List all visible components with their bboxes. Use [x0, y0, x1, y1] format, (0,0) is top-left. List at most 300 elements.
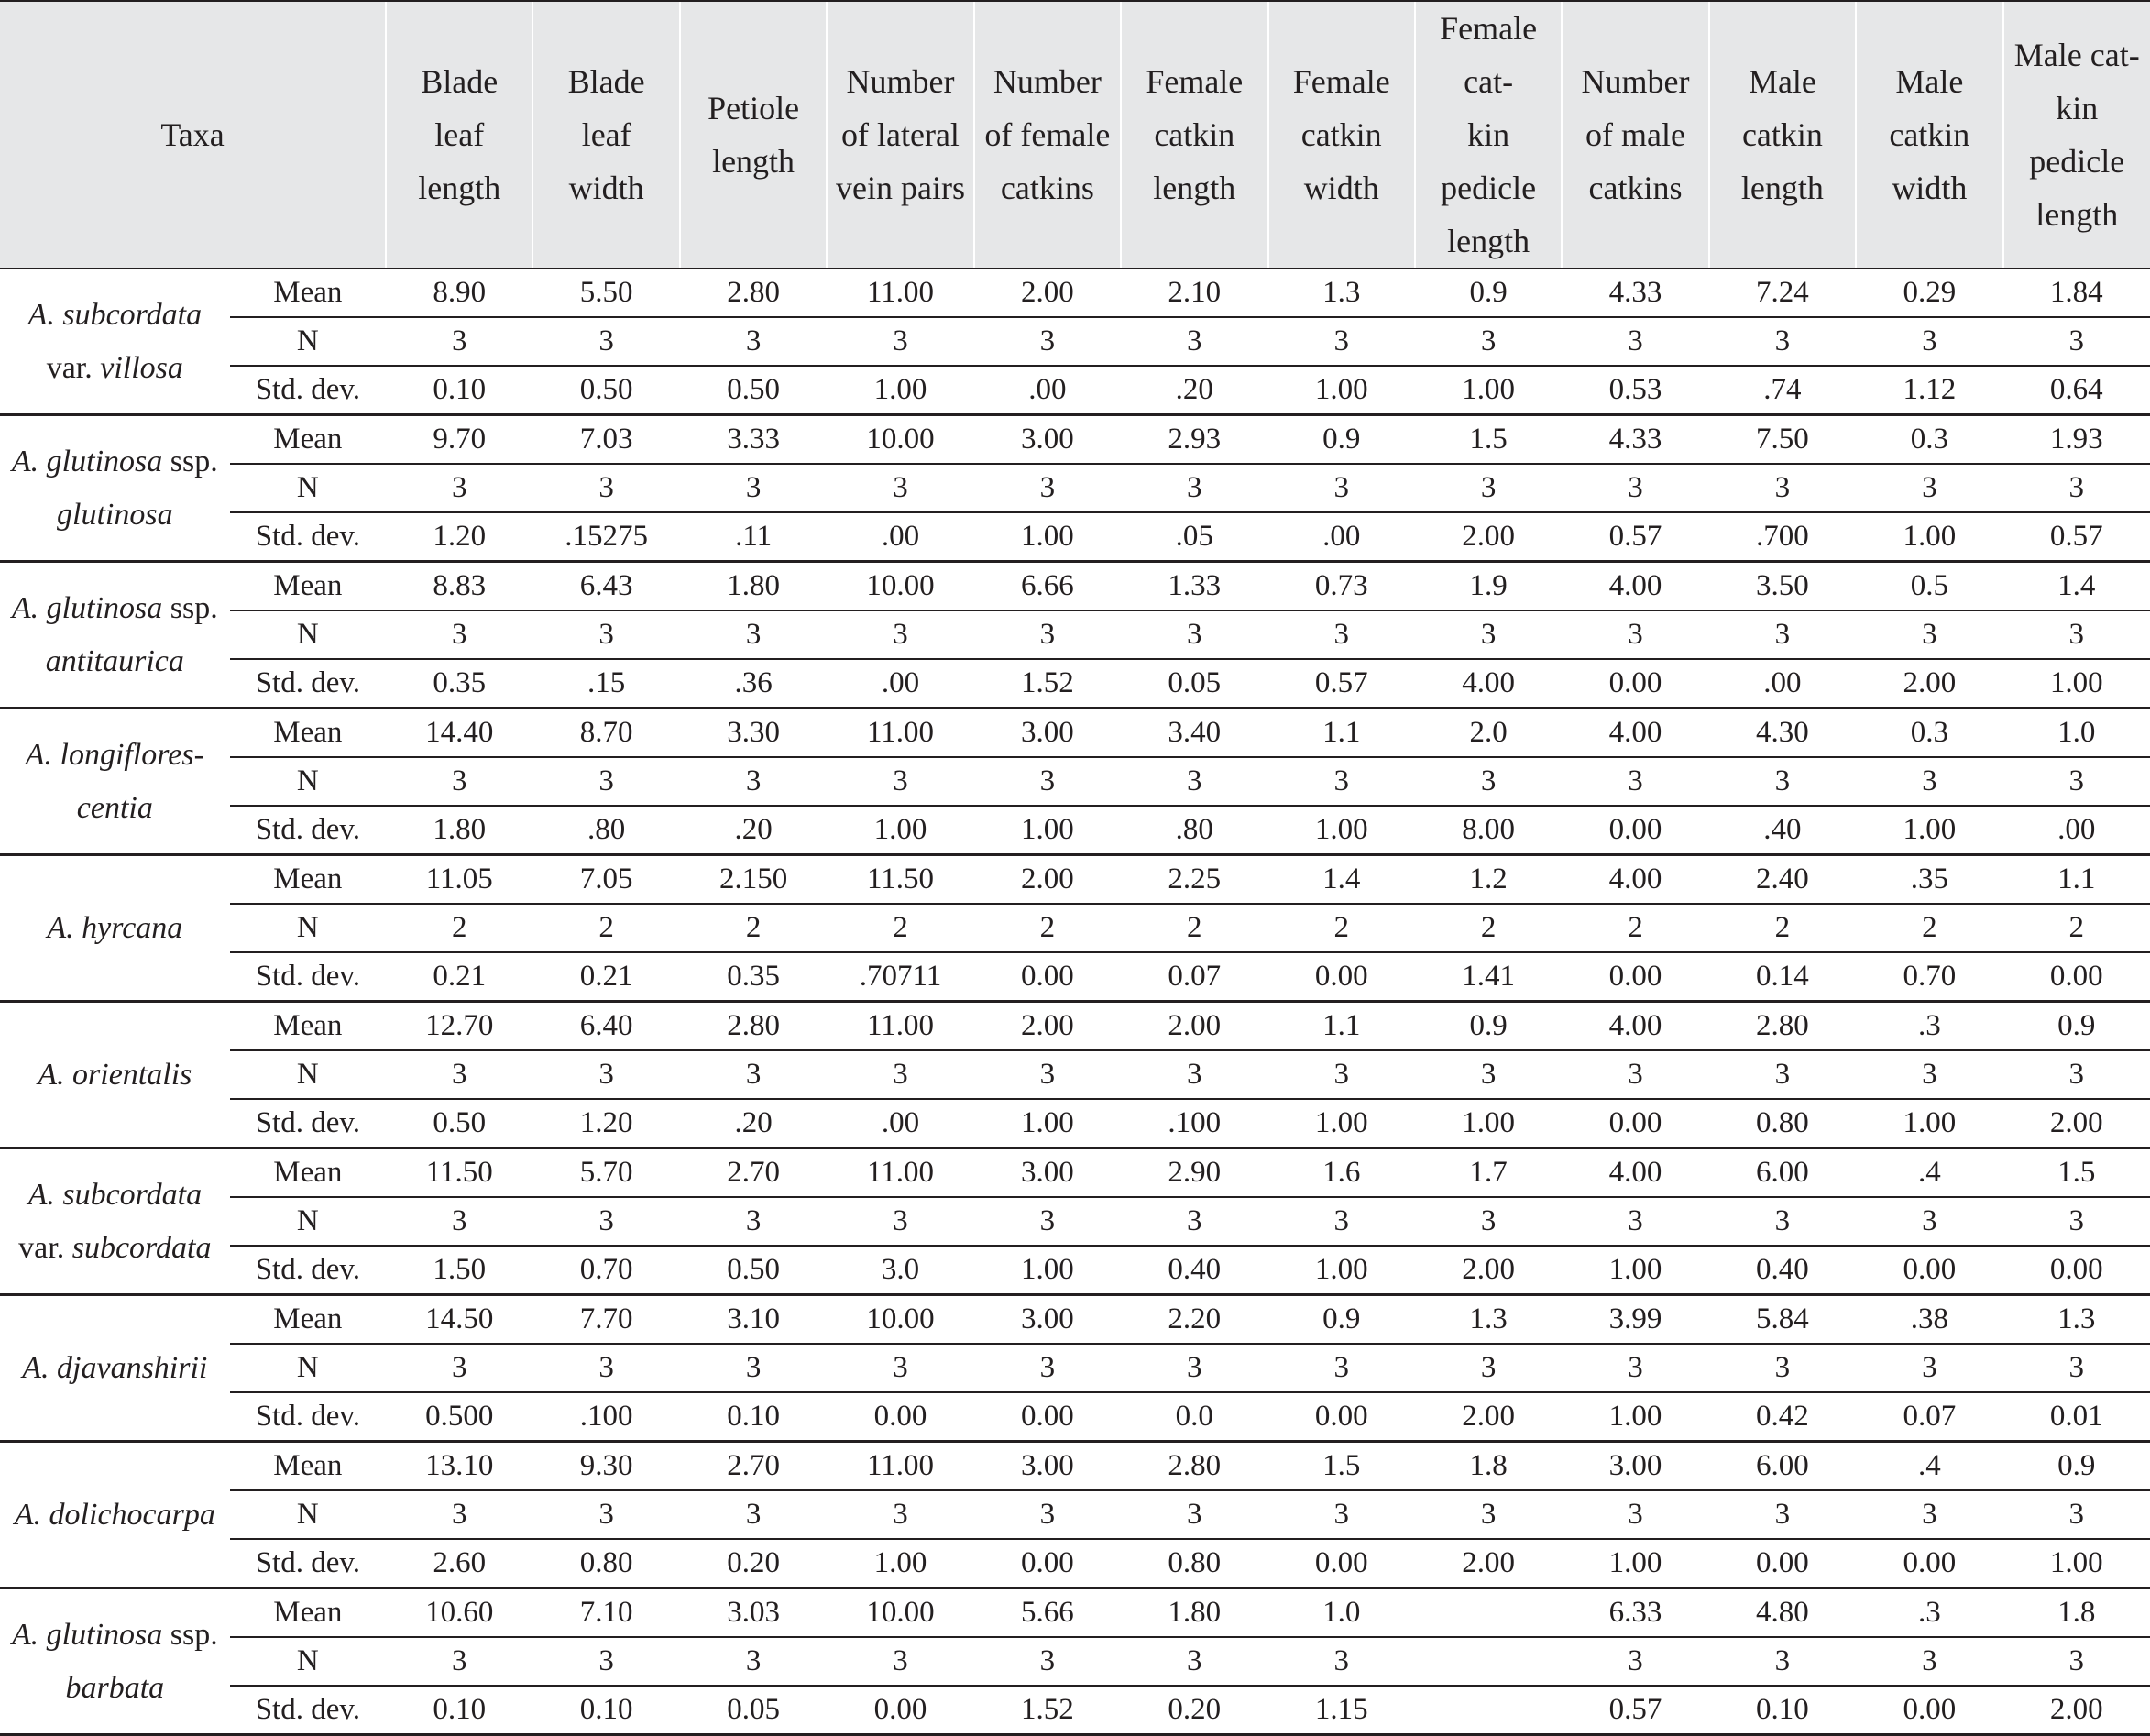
- table-cell: .00: [827, 512, 973, 562]
- table-cell: 0.50: [680, 366, 827, 415]
- table-cell: 1.0: [1268, 1588, 1415, 1638]
- table-cell: 4.33: [1562, 269, 1708, 317]
- table-cell: 3: [1268, 757, 1415, 806]
- table-cell: 3: [1415, 610, 1562, 659]
- table-cell: 1.12: [1856, 366, 2002, 415]
- table-cell: 3: [2003, 1490, 2150, 1539]
- table-cell: 3: [827, 1490, 973, 1539]
- column-header-line: vein pairs: [836, 170, 965, 206]
- table-cell: 3: [532, 1050, 679, 1099]
- table-cell: 0.00: [974, 1539, 1121, 1588]
- table-cell: 3: [1415, 1490, 1562, 1539]
- table-cell: 10.00: [827, 562, 973, 611]
- table-cell: 3: [974, 1490, 1121, 1539]
- table-cell: 0.00: [827, 1392, 973, 1442]
- table-row: [0, 512, 2150, 562]
- table-cell: .15275: [532, 512, 679, 562]
- table-cell: .3: [1856, 1588, 2002, 1638]
- stat-label: Mean: [230, 415, 386, 465]
- table-cell: 3: [827, 1050, 973, 1099]
- table-cell: [1415, 1637, 1562, 1686]
- table-cell: 11.05: [386, 855, 532, 905]
- column-header: [1856, 1, 2002, 269]
- column-header-line: Blade: [567, 63, 645, 100]
- table-cell: 4.80: [1709, 1588, 1856, 1638]
- table-cell: .700: [1709, 512, 1856, 562]
- table-cell: 2.25: [1121, 855, 1267, 905]
- table-cell: 1.00: [1268, 366, 1415, 415]
- table-cell: 9.70: [386, 415, 532, 465]
- table-cell: 3: [974, 1344, 1121, 1392]
- taxon-name: [0, 1442, 230, 1588]
- table-cell: 3: [827, 1197, 973, 1246]
- column-header-line: length: [1740, 170, 1824, 206]
- table-cell: 0.50: [386, 1099, 532, 1148]
- stat-label: Std. dev.: [230, 659, 386, 709]
- table-cell: 11.00: [827, 1148, 973, 1198]
- table-row: [0, 562, 2150, 611]
- table-row: [0, 464, 2150, 512]
- table-cell: 4.33: [1562, 415, 1708, 465]
- taxon-name-part: var.: [46, 350, 101, 385]
- table-cell: .38: [1856, 1295, 2002, 1345]
- column-header-line: catkin: [1154, 116, 1235, 153]
- table-cell: 1.5: [1415, 415, 1562, 465]
- table-cell: 3: [1121, 757, 1267, 806]
- table-cell: 2.00: [974, 1002, 1121, 1051]
- header-row: [0, 1, 2150, 269]
- table-cell: .00: [1268, 512, 1415, 562]
- table-cell: 4.00: [1562, 562, 1708, 611]
- table-cell: 0.5: [1856, 562, 2002, 611]
- table-cell: 3: [680, 317, 827, 366]
- table-cell: 3.00: [974, 1295, 1121, 1345]
- table-cell: 1.00: [827, 366, 973, 415]
- table-cell: 0.20: [680, 1539, 827, 1588]
- table-cell: 6.33: [1562, 1588, 1708, 1638]
- column-header: [1121, 1, 1267, 269]
- stat-label: Std. dev.: [230, 512, 386, 562]
- table-row: [0, 1246, 2150, 1295]
- stat-label: N: [230, 904, 386, 952]
- table-cell: 0.57: [1562, 1686, 1708, 1735]
- table-cell: 0.00: [827, 1686, 973, 1735]
- table-cell: 5.66: [974, 1588, 1121, 1638]
- table-cell: 0.00: [1709, 1539, 1856, 1588]
- taxon-name-part: A. glutinosa: [11, 1617, 163, 1652]
- table-cell: 0.80: [1709, 1099, 1856, 1148]
- table-cell: 0.70: [532, 1246, 679, 1295]
- table-row: [0, 610, 2150, 659]
- table-cell: 3: [532, 610, 679, 659]
- table-cell: 0.00: [974, 1392, 1121, 1442]
- table-cell: 3: [1562, 1050, 1708, 1099]
- table-row: [0, 806, 2150, 855]
- table-cell: 1.00: [1268, 1099, 1415, 1148]
- table-cell: 3: [2003, 610, 2150, 659]
- table-cell: 4.30: [1709, 709, 1856, 758]
- stat-label: N: [230, 1050, 386, 1099]
- table-cell: 4.00: [1562, 1002, 1708, 1051]
- column-header-line: of male: [1585, 116, 1685, 153]
- table-cell: 3: [1562, 1197, 1708, 1246]
- table-row: [0, 855, 2150, 905]
- table-cell: 3: [2003, 1344, 2150, 1392]
- table-cell: .20: [680, 1099, 827, 1148]
- table-cell: .80: [532, 806, 679, 855]
- stat-label: Std. dev.: [230, 1392, 386, 1442]
- column-header-line: catkins: [1588, 170, 1683, 206]
- table-cell: .4: [1856, 1442, 2002, 1491]
- table-cell: 3: [1562, 464, 1708, 512]
- column-header-line: Number: [1581, 63, 1690, 100]
- table-row: [0, 1490, 2150, 1539]
- stat-label: Mean: [230, 1148, 386, 1198]
- column-header-line: Male: [1748, 63, 1816, 100]
- table-row: [0, 1050, 2150, 1099]
- table-cell: 1.15: [1268, 1686, 1415, 1735]
- column-header-line: leaf: [434, 116, 485, 153]
- table-cell: 1.00: [974, 1246, 1121, 1295]
- table-cell: 8.70: [532, 709, 679, 758]
- table-cell: 1.00: [974, 512, 1121, 562]
- table-cell: 2: [974, 904, 1121, 952]
- column-header-line: catkins: [1000, 170, 1094, 206]
- table-cell: 3.0: [827, 1246, 973, 1295]
- table-cell: 3: [386, 1637, 532, 1686]
- column-header-line: length: [712, 143, 795, 180]
- stat-label: Mean: [230, 1442, 386, 1491]
- table-cell: 3: [386, 1050, 532, 1099]
- column-header-line: width: [568, 170, 644, 206]
- table-cell: .00: [827, 659, 973, 709]
- table-cell: 1.4: [2003, 562, 2150, 611]
- table-cell: 1.33: [1121, 562, 1267, 611]
- table-cell: 7.05: [532, 855, 679, 905]
- table-cell: 2.00: [1415, 1392, 1562, 1442]
- table-cell: 3: [1415, 464, 1562, 512]
- table-cell: 3: [1268, 317, 1415, 366]
- table-cell: 3: [680, 1637, 827, 1686]
- table-cell: 3: [827, 1344, 973, 1392]
- table-cell: 5.50: [532, 269, 679, 317]
- table-cell: 3: [1121, 1344, 1267, 1392]
- table-cell: 3: [1709, 757, 1856, 806]
- table-cell: 0.21: [532, 952, 679, 1002]
- table-cell: 1.52: [974, 1686, 1121, 1735]
- taxon-name: [0, 1002, 230, 1148]
- table-cell: 1.00: [1562, 1392, 1708, 1442]
- table-body: [0, 269, 2150, 1735]
- stat-label: Mean: [230, 562, 386, 611]
- table-cell: 11.00: [827, 709, 973, 758]
- column-header-line: Female: [1146, 63, 1244, 100]
- table-cell: 2.90: [1121, 1148, 1267, 1198]
- taxon-name-part: glutinosa: [57, 497, 173, 532]
- table-cell: 3: [1268, 1490, 1415, 1539]
- table-cell: 3: [1709, 317, 1856, 366]
- table-cell: 2.00: [1415, 1246, 1562, 1295]
- table-cell: 0.01: [2003, 1392, 2150, 1442]
- table-cell: 7.70: [532, 1295, 679, 1345]
- table-cell: 3: [1562, 1637, 1708, 1686]
- column-header-line: length: [1153, 170, 1236, 206]
- table-cell: 3: [974, 1197, 1121, 1246]
- stat-label: N: [230, 1197, 386, 1246]
- table-cell: 2: [1856, 904, 2002, 952]
- taxon-name-part: A. glutinosa: [11, 590, 163, 625]
- taxon-name: [0, 1295, 230, 1442]
- table-cell: 1.50: [386, 1246, 532, 1295]
- table-cell: .40: [1709, 806, 1856, 855]
- table-cell: 3: [1121, 1490, 1267, 1539]
- stat-label: Std. dev.: [230, 366, 386, 415]
- table-cell: 3: [2003, 464, 2150, 512]
- table-cell: 2: [532, 904, 679, 952]
- taxon-name: [0, 1588, 230, 1735]
- table-cell: 6.66: [974, 562, 1121, 611]
- table-cell: 10.00: [827, 1588, 973, 1638]
- table-cell: 1.4: [1268, 855, 1415, 905]
- table-cell: 3: [532, 1490, 679, 1539]
- table-cell: 0.64: [2003, 366, 2150, 415]
- table-cell: 3: [974, 317, 1121, 366]
- table-cell: 0.07: [1121, 952, 1267, 1002]
- stat-label: N: [230, 317, 386, 366]
- table-cell: 0.50: [680, 1246, 827, 1295]
- table-cell: 1.2: [1415, 855, 1562, 905]
- table-cell: 2.10: [1121, 269, 1267, 317]
- table-cell: 1.80: [386, 806, 532, 855]
- column-header: [532, 1, 679, 269]
- table-cell: 1.8: [2003, 1588, 2150, 1638]
- table-row: [0, 269, 2150, 317]
- table-cell: 0.35: [680, 952, 827, 1002]
- table-row: [0, 1637, 2150, 1686]
- table-cell: 3: [386, 610, 532, 659]
- table-cell: 2.80: [680, 269, 827, 317]
- column-header-line: width: [1303, 170, 1379, 206]
- table-cell: 0.07: [1856, 1392, 2002, 1442]
- taxon-name-part: A. dolichocarpa: [14, 1497, 215, 1532]
- table-cell: 2.70: [680, 1442, 827, 1491]
- table-cell: 3: [1268, 1050, 1415, 1099]
- table-cell: 3: [1268, 610, 1415, 659]
- table-row: [0, 1588, 2150, 1638]
- table-cell: 3: [2003, 1197, 2150, 1246]
- column-header-line: catkin: [1300, 116, 1382, 153]
- table-cell: .36: [680, 659, 827, 709]
- taxon-name-part: barbata: [65, 1670, 165, 1705]
- table-cell: 3: [827, 464, 973, 512]
- table-cell: 3.03: [680, 1588, 827, 1638]
- table-cell: 14.50: [386, 1295, 532, 1345]
- table-cell: 10.00: [827, 1295, 973, 1345]
- table-cell: 3.00: [1562, 1442, 1708, 1491]
- table-row: [0, 415, 2150, 465]
- table-cell: 0.80: [1121, 1539, 1267, 1588]
- table-cell: 0.00: [2003, 952, 2150, 1002]
- table-cell: .4: [1856, 1148, 2002, 1198]
- column-header: [1268, 1, 1415, 269]
- table-cell: 3: [1856, 1637, 2002, 1686]
- table-cell: .100: [1121, 1099, 1267, 1148]
- table-cell: 2.80: [680, 1002, 827, 1051]
- table-cell: 0.42: [1709, 1392, 1856, 1442]
- stat-label: Std. dev.: [230, 1246, 386, 1295]
- table-cell: 0.40: [1121, 1246, 1267, 1295]
- table-cell: 2: [2003, 904, 2150, 952]
- table-cell: 0.05: [680, 1686, 827, 1735]
- taxon-name: [0, 709, 230, 855]
- table-cell: 0.10: [1709, 1686, 1856, 1735]
- column-header-line: Female: [1292, 63, 1390, 100]
- taxon-name-part: A. glutinosa: [11, 444, 163, 478]
- stat-label: Std. dev.: [230, 1099, 386, 1148]
- table-cell: 2: [1268, 904, 1415, 952]
- table-cell: 0.00: [1268, 952, 1415, 1002]
- stat-label: Std. dev.: [230, 1539, 386, 1588]
- table-cell: 3: [680, 464, 827, 512]
- taxon-name-part: subcordata: [71, 1230, 212, 1265]
- stat-label: Std. dev.: [230, 1686, 386, 1735]
- taxon-name: [0, 855, 230, 1002]
- table-cell: 3: [532, 757, 679, 806]
- table-cell: 3: [1121, 317, 1267, 366]
- column-header: [974, 1, 1121, 269]
- table-cell: 0.10: [680, 1392, 827, 1442]
- table-cell: 3: [2003, 1050, 2150, 1099]
- table-cell: 0.57: [1268, 659, 1415, 709]
- table-cell: 1.1: [1268, 1002, 1415, 1051]
- table-cell: 0.20: [1121, 1686, 1267, 1735]
- column-header-line: Male: [1895, 63, 1964, 100]
- table-cell: 3: [974, 1050, 1121, 1099]
- table-cell: 3: [532, 1344, 679, 1392]
- table-cell: 1.5: [1268, 1442, 1415, 1491]
- column-header: [2003, 1, 2150, 269]
- table-cell: 0.9: [1268, 415, 1415, 465]
- table-cell: 1.00: [974, 806, 1121, 855]
- table-row: [0, 952, 2150, 1002]
- table-cell: 2.00: [1121, 1002, 1267, 1051]
- table-cell: 0.0: [1121, 1392, 1267, 1442]
- table-cell: 1.3: [1268, 269, 1415, 317]
- table-cell: 3: [1268, 1637, 1415, 1686]
- table-cell: 0.35: [386, 659, 532, 709]
- table-cell: 4.00: [1415, 659, 1562, 709]
- stat-label: Mean: [230, 269, 386, 317]
- table-cell: 2.70: [680, 1148, 827, 1198]
- table-cell: 3: [1709, 1637, 1856, 1686]
- column-header-line: Blade: [421, 63, 499, 100]
- table-cell: 5.70: [532, 1148, 679, 1198]
- column-header: [680, 1, 827, 269]
- table-cell: 3.00: [974, 415, 1121, 465]
- column-header-line: Number: [993, 63, 1102, 100]
- table-cell: 7.24: [1709, 269, 1856, 317]
- table-cell: 0.40: [1709, 1246, 1856, 1295]
- table-cell: 0.9: [1415, 1002, 1562, 1051]
- table-row: [0, 709, 2150, 758]
- table-cell: 3: [1121, 610, 1267, 659]
- table-cell: 3: [2003, 757, 2150, 806]
- table-cell: 3: [1415, 317, 1562, 366]
- table-cell: 2.00: [1415, 1539, 1562, 1588]
- table-cell: 3.50: [1709, 562, 1856, 611]
- table-cell: 8.83: [386, 562, 532, 611]
- table-cell: 3: [1856, 317, 2002, 366]
- table-cell: 0.29: [1856, 269, 2002, 317]
- table-cell: 0.9: [2003, 1442, 2150, 1491]
- table-cell: 1.1: [1268, 709, 1415, 758]
- taxon-name: [0, 415, 230, 562]
- table-row: [0, 1442, 2150, 1491]
- table-cell: 3: [386, 1197, 532, 1246]
- column-header: [827, 1, 973, 269]
- table-cell: 2: [680, 904, 827, 952]
- taxon-name-part: villosa: [100, 350, 183, 385]
- table-cell: 9.30: [532, 1442, 679, 1491]
- table-cell: 11.50: [386, 1148, 532, 1198]
- table-cell: 3: [1121, 1050, 1267, 1099]
- table-cell: [1415, 1686, 1562, 1735]
- table-cell: .20: [1121, 366, 1267, 415]
- header-taxa: Taxa: [0, 1, 386, 269]
- table-cell: 1.00: [1856, 806, 2002, 855]
- table-cell: 1.00: [827, 806, 973, 855]
- table-cell: 1.41: [1415, 952, 1562, 1002]
- table-cell: .35: [1856, 855, 2002, 905]
- table-cell: 13.10: [386, 1442, 532, 1491]
- table-cell: 3: [974, 464, 1121, 512]
- table-cell: 3: [680, 1197, 827, 1246]
- stat-label: Mean: [230, 855, 386, 905]
- table-cell: 6.40: [532, 1002, 679, 1051]
- table-cell: 3: [680, 757, 827, 806]
- table-cell: 2.150: [680, 855, 827, 905]
- table-cell: 1.00: [1562, 1539, 1708, 1588]
- table-cell: 14.40: [386, 709, 532, 758]
- table-cell: 3.10: [680, 1295, 827, 1345]
- table-cell: 3: [1709, 464, 1856, 512]
- table-cell: 0.70: [1856, 952, 2002, 1002]
- table-cell: 2.80: [1709, 1002, 1856, 1051]
- table-cell: 8.00: [1415, 806, 1562, 855]
- table-cell: 3: [1562, 1490, 1708, 1539]
- table-cell: 1.20: [386, 512, 532, 562]
- table-cell: 1.80: [680, 562, 827, 611]
- table-cell: 3: [680, 610, 827, 659]
- column-header-line: Female cat-: [1440, 10, 1538, 100]
- table-cell: 0.80: [532, 1539, 679, 1588]
- table-cell: 3.40: [1121, 709, 1267, 758]
- column-header-line: Number: [846, 63, 955, 100]
- stat-label: N: [230, 757, 386, 806]
- taxon-name-part: var.: [18, 1230, 72, 1265]
- table-cell: 3: [386, 317, 532, 366]
- table-cell: .3: [1856, 1002, 2002, 1051]
- table-cell: [1415, 1588, 1562, 1638]
- table-cell: 0.10: [532, 1686, 679, 1735]
- table-cell: 3: [1121, 1197, 1267, 1246]
- table-cell: 3: [974, 1637, 1121, 1686]
- table-cell: 0.00: [1562, 659, 1708, 709]
- taxon-name-part: A. subcordata: [27, 297, 203, 332]
- table-cell: 6.43: [532, 562, 679, 611]
- table-cell: 2: [1562, 904, 1708, 952]
- table-cell: 2.60: [386, 1539, 532, 1588]
